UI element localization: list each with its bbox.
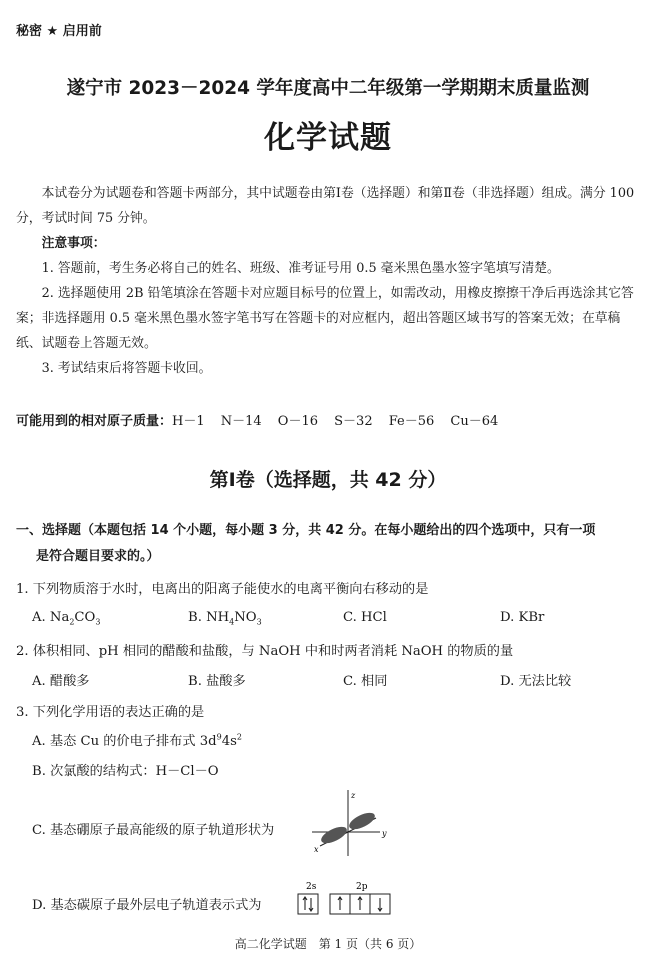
section-title: 第Ⅰ卷（选择题，共 42 分）	[209, 469, 447, 491]
question-1-option-b: B. $NH_4NO_3$	[188, 610, 262, 627]
orbital-lobe-left	[319, 823, 349, 846]
question-2-stem: 2. 体积相同、pH 相同的醋酸和盐酸，与 NaOH 中和时两者消耗 NaOH 的物质的量	[16, 644, 514, 659]
arrow-up-icon	[338, 897, 342, 910]
subject-title: 化学试题	[264, 120, 392, 156]
question-1-option-d: D. KBr	[500, 610, 545, 625]
box-2s	[298, 894, 318, 914]
instructions-line-1: 一、选择题（本题包括 14 个小题，每小题 3 分，共 42 分。在每小题给出的四个选项中，只有一项	[16, 523, 596, 538]
instructions-line-2: 是符合题目要求的。）	[36, 549, 160, 564]
orbital-box-diagram	[296, 880, 396, 922]
note-3: 3. 考试结束后将答题卡收回。	[41, 361, 212, 376]
question-1-option-a: A. $Na_2CO_3$	[32, 610, 101, 627]
x-axis-label: x	[314, 845, 319, 854]
p-orbital-diagram	[310, 788, 390, 858]
note-1: 1. 答题前，考生务必将自己的姓名、班级、准考证号用 0.5 毫米黑色墨水签字笔填写清楚。	[41, 261, 560, 276]
question-1-option-c: C. HCl	[343, 610, 387, 625]
question-2-option-c: C. 相同	[343, 674, 388, 689]
section-instructions	[16, 518, 644, 570]
question-3-option-d: D. 基态碳原子最外层电子轨道表示式为	[32, 898, 262, 913]
notes-heading: 注意事项：	[41, 236, 106, 251]
intro-block	[16, 181, 640, 381]
question-2-option-b: B. 盐酸多	[188, 674, 246, 689]
confidential-mark: 秘密 ★ 启用前	[16, 24, 102, 39]
atomic-masses	[16, 410, 498, 429]
intro-paragraph: 本试卷分为试题卷和答题卡两部分，其中试题卷由第Ⅰ卷（选择题）和第Ⅱ卷（非选择题）组成。满分 100 分，考试时间 75 分钟。	[16, 186, 635, 226]
arrow-up-icon	[358, 897, 362, 910]
atomic-masses-label: 可能用到的相对原子质量：	[16, 414, 173, 429]
arrow-down-icon	[309, 898, 313, 911]
question-2-option-d: D. 无法比较	[500, 674, 572, 689]
question-3-option-b: B. 次氯酸的结构式：H－Cl－O	[32, 764, 219, 779]
exam-title: 遂宁市 2023－2024 学年度高中二年级第一学期期末质量监测	[66, 78, 590, 99]
question-3-option-a: A. 基态 Cu 的价电子排布式 $3d^94s^2$	[32, 732, 242, 749]
question-3-option-c: C. 基态硼原子最高能级的原子轨道形状为	[32, 823, 275, 838]
question-1-stem: 1. 下列物质溶于水时，电离出的阳离子能使水的电离平衡向右移动的是	[16, 582, 429, 597]
question-3-stem: 3. 下列化学用语的表达正确的是	[16, 705, 205, 720]
z-axis-label: z	[351, 791, 356, 800]
y-axis-label: y	[382, 829, 387, 838]
arrow-up-icon	[303, 897, 307, 910]
note-2: 2. 选择题使用 2B 铅笔填涂在答题卡对应题目标号的位置上，如需改动，用橡皮擦擦干净后再选涂其它答案；非选择题用 0.5 毫米黑色墨水签字笔书写在答题卡的对应框内，超出答题区域书写的答案无效；在草稿纸、试题卷上答题无效。	[16, 286, 634, 351]
orbital-lobe-right	[347, 809, 377, 832]
arrow-down-icon	[378, 898, 382, 911]
label-2p: 2p	[356, 882, 368, 892]
question-2-option-a: A. 醋酸多	[32, 674, 90, 689]
page-footer: 高二化学试题 第 1 页（共 6 页）	[234, 937, 422, 951]
label-2s: 2s	[306, 882, 317, 892]
atomic-masses-values: H－1 N－14 O－16 S－32 Fe－56 Cu－64	[172, 414, 499, 429]
